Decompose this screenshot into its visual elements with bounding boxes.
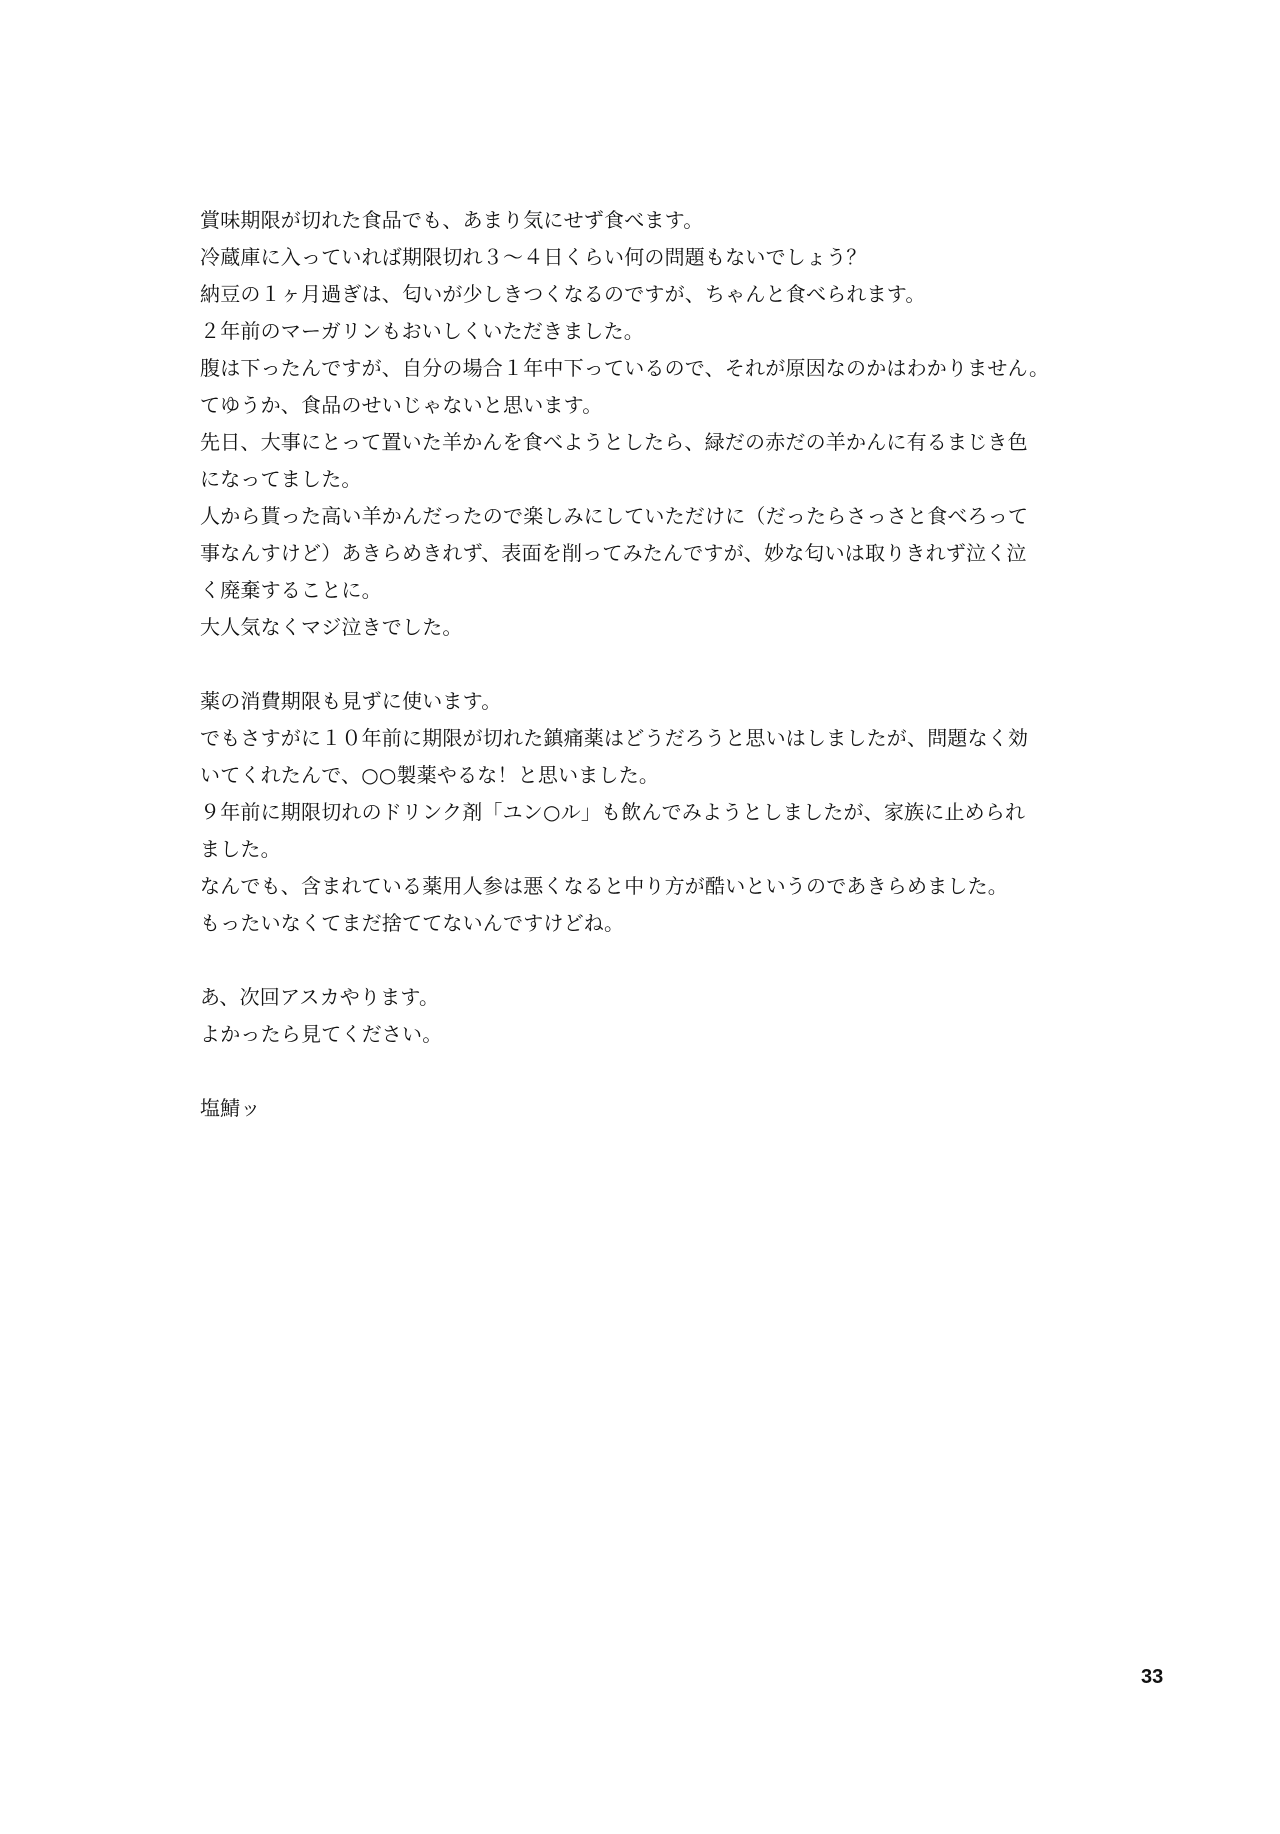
text-line: く廃棄することに。 xyxy=(200,578,382,602)
text-line: ９年前に期限切れのドリンク剤「ユン○ル」も飲んでみようとしましたが、家族に止められ xyxy=(200,800,1026,824)
paragraph-gap xyxy=(200,1053,1100,1090)
text-line: ２年前のマーガリンもおいしくいただきました。 xyxy=(200,319,644,343)
paragraph-gap xyxy=(200,942,1100,979)
paragraph-gap xyxy=(200,646,1100,683)
text-line: 事なんすけど）あきらめきれず、表面を削ってみたんですが、妙な匂いは取りきれず泣く泣 xyxy=(200,541,1027,565)
afterword-text xyxy=(200,202,1100,1127)
text-line: ました。 xyxy=(200,837,281,861)
text-line: 人から貰った高い羊かんだったので楽しみにしていただけに（だったらさっさと食べろって xyxy=(200,504,1029,528)
text-line: もったいなくてまだ捨ててないんですけどね。 xyxy=(200,911,625,935)
text-line: 薬の消費期限も見ずに使います。 xyxy=(200,689,502,713)
text-line: なんでも、含まれている薬用人参は悪くなると中り方が酷いというのであきらめました。 xyxy=(200,874,1008,898)
text-line: 腹は下ったんですが、自分の場合１年中下っているので、それが原因なのかはわかりません。 xyxy=(200,356,1050,380)
text-line: よかったら見てください。 xyxy=(200,1022,443,1046)
author-signature: 塩鯖ッ xyxy=(200,1096,261,1120)
text-line: 先日、大事にとって置いた羊かんを食べようとしたら、緑だの赤だの羊かんに有るまじき色 xyxy=(200,430,1028,454)
text-line: 賞味期限が切れた食品でも、あまり気にせず食べます。 xyxy=(200,208,704,232)
text-line: いてくれたんで、○○製薬やるな！と思いました。 xyxy=(200,763,660,787)
text-line: あ、次回アスカやります。 xyxy=(200,985,440,1009)
text-line: てゆうか、食品のせいじゃないと思います。 xyxy=(200,393,603,417)
page-number: 33 xyxy=(1141,1666,1164,1688)
text-line: 大人気なくマジ泣きでした。 xyxy=(200,615,463,639)
text-line: でもさすがに１０年前に期限が切れた鎮痛薬はどうだろうと思いはしましたが、問題なく効 xyxy=(200,726,1029,750)
text-line: 冷蔵庫に入っていれば期限切れ３～４日くらい何の問題もないでしょう？ xyxy=(200,245,867,269)
text-line: になってました。 xyxy=(200,467,362,491)
text-line: 納豆の１ヶ月過ぎは、匂いが少しきつくなるのですが、ちゃんと食べられます。 xyxy=(200,282,926,306)
